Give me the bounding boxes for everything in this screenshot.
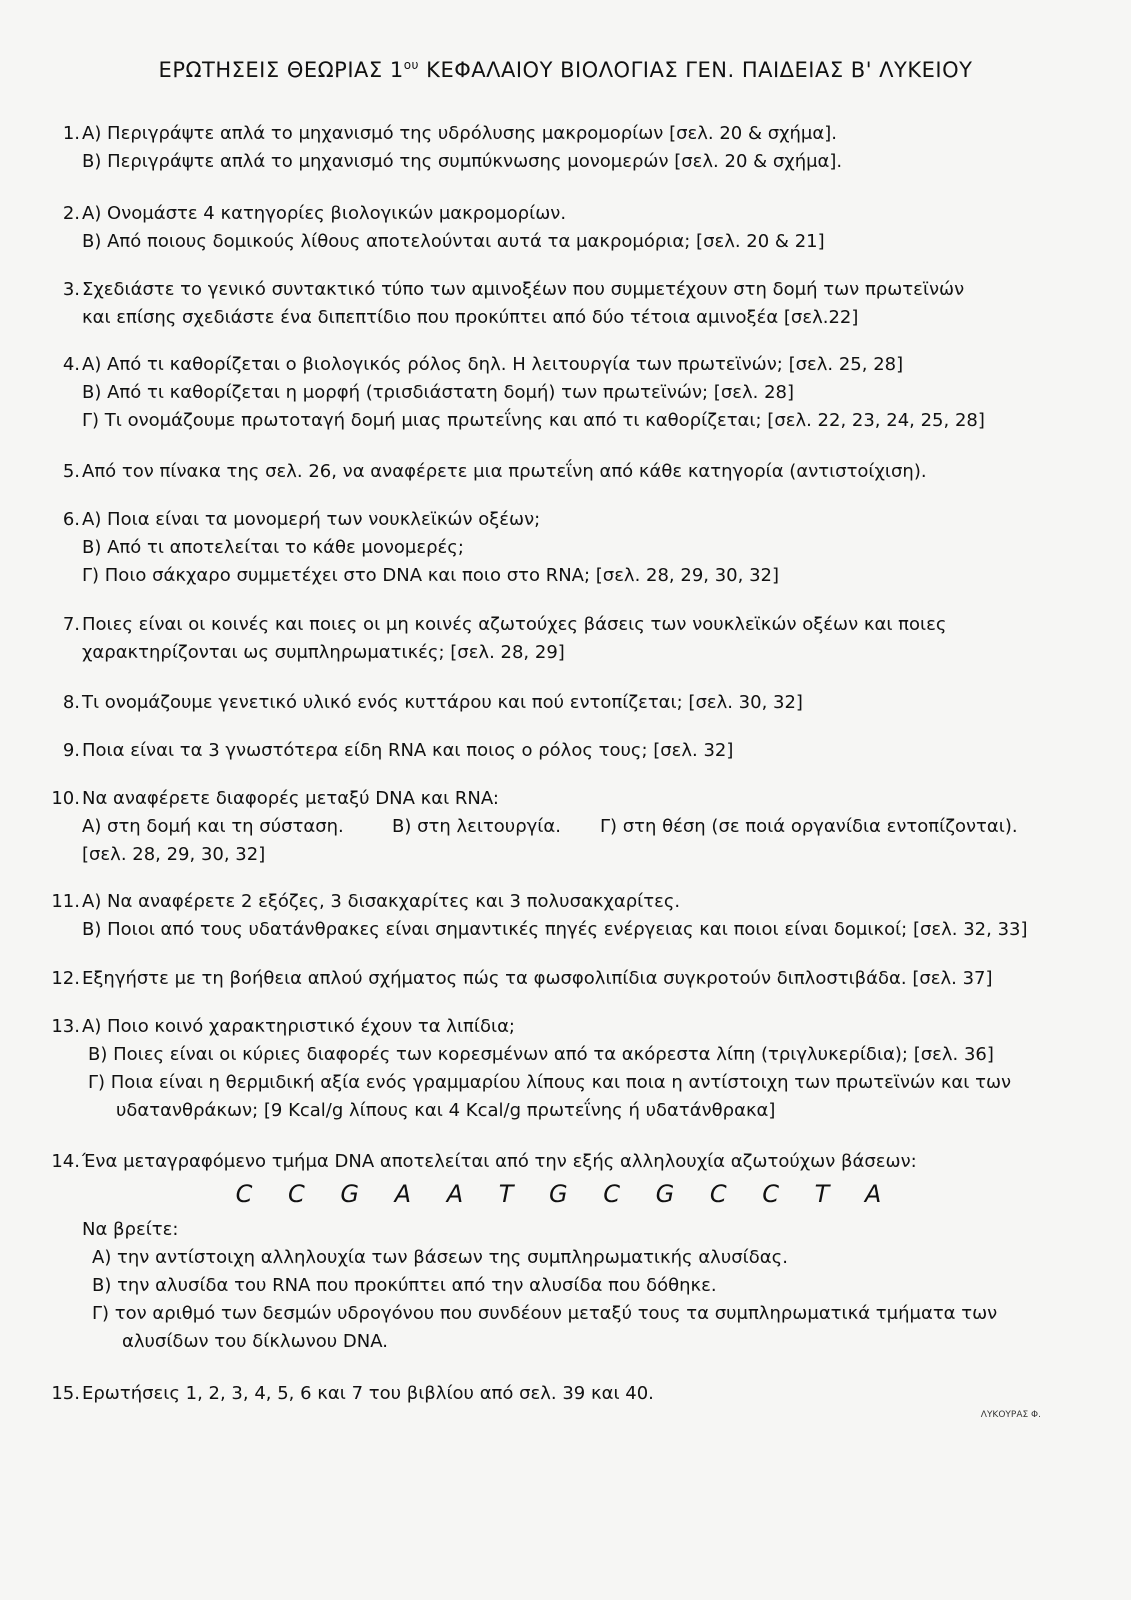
question-option: Β) στη λειτουργία. [392, 816, 561, 837]
question-line: Ένα μεταγραφόμενο τμήμα DNA αποτελείται από την εξής αλληλουχία αζωτούχων βάσεων: [82, 1151, 917, 1172]
question-line: Β) την αλυσίδα του RNA που προκύπτει από την αλυσίδα που δόθηκε. [92, 1275, 717, 1296]
question-number: 11. [51, 891, 80, 912]
question-line: Α) Ποια είναι τα μονομερή των νουκλεϊκών οξέων; [82, 509, 541, 530]
dna-sequence: C C G A A T G C G C C T A [235, 1180, 896, 1208]
question-number: 7. [62, 614, 80, 635]
question-line: Β) Από τι αποτελείται το κάθε μονομερές; [82, 537, 464, 558]
question-line: Β) Από ποιους δομικούς λίθους αποτελούνται αυτά τα μακρομόρια; [σελ. 20 & 21] [82, 231, 825, 252]
question-line: Τι ονομάζουμε γενετικό υλικό ενός κυττάρου και πού εντοπίζεται; [σελ. 30, 32] [82, 692, 803, 713]
question-3 [48, 276, 1088, 332]
question-15 [48, 1380, 1088, 1408]
question-line: Α) Ονομάστε 4 κατηγορίες βιολογικών μακρομορίων. [82, 203, 567, 224]
question-number: 5. [62, 461, 80, 482]
question-line: Α) Περιγράψτε απλά το μηχανισμό της υδρόλυσης μακρομορίων [σελ. 20 & σχήμα]. [82, 123, 837, 144]
question-line: Γ) τον αριθμό των δεσμών υδρογόνου που συνδέουν μεταξύ τους τα συμπληρωματικά τμήματα των [92, 1303, 998, 1324]
author-signature: ΛΥΚΟΥΡΑΣ Φ. [980, 1410, 1041, 1420]
question-option: Α) στη δομή και τη σύσταση. [82, 816, 344, 837]
question-line [82, 813, 1088, 841]
question-line: Από τον πίνακα της σελ. 26, να αναφέρετε μια πρωτεΐνη από κάθε κατηγορία (αντιστοίχιση). [82, 461, 927, 482]
question-13 [48, 1013, 1088, 1125]
question-number: 2. [62, 203, 80, 224]
question-number: 6. [62, 509, 80, 530]
question-line: Α) Να αναφέρετε 2 εξόζες, 3 δισακχαρίτες και 3 πολυσακχαρίτες. [82, 891, 681, 912]
question-line: Σχεδιάστε το γενικό συντακτικό τύπο των αμινοξέων που συμμετέχουν στη δομή των πρωτεϊνών [82, 279, 965, 300]
question-number: 3. [62, 279, 80, 300]
question-option: Γ) στη θέση (σε ποιά οργανίδια εντοπίζονται). [600, 816, 1018, 837]
title-main: ΕΡΩΤΗΣΕΙΣ ΘΕΩΡΙΑΣ 1 [158, 58, 404, 82]
question-line: Α) Από τι καθορίζεται ο βιολογικός ρόλος δηλ. Η λειτουργία των πρωτεϊνών; [σελ. 25, 28] [82, 354, 904, 375]
question-number: 15. [51, 1383, 80, 1404]
question-line: Ποιες είναι οι κοινές και ποιες οι μη κοινές αζωτούχες βάσεις των νουκλεϊκών οξέων και ποιες [82, 614, 947, 635]
question-line: χαρακτηρίζονται ως συμπληρωματικές; [σελ. 28, 29] [82, 642, 565, 663]
question-number: 4. [62, 354, 80, 375]
question-8 [48, 689, 1088, 717]
question-4 [48, 351, 1088, 435]
question-number: 10. [51, 788, 80, 809]
question-7 [48, 611, 1088, 667]
question-line: Α) την αντίστοιχη αλληλουχία των βάσεων της συμπληρωματικής αλυσίδας. [92, 1247, 788, 1268]
question-number: 14. [51, 1151, 80, 1172]
question-1 [48, 120, 1088, 176]
question-11 [48, 888, 1088, 944]
question-12 [48, 965, 1088, 993]
question-9 [48, 737, 1088, 765]
question-line: Να αναφέρετε διαφορές μεταξύ DNA και RNA: [82, 788, 499, 809]
question-line: [σελ. 28, 29, 30, 32] [82, 844, 266, 865]
question-line: Β) Ποιοι από τους υδατάνθρακες είναι σημαντικές πηγές ενέργειας και ποιοι είναι δομικοί; [σελ. 32, 33] [82, 919, 1028, 940]
question-line: Β) Περιγράψτε απλά το μηχανισμό της συμπύκνωσης μονομερών [σελ. 20 & σχήμα]. [82, 151, 843, 172]
question-line: Γ) Τι ονομάζουμε πρωτοταγή δομή μιας πρωτεΐνης και από τι καθορίζεται; [σελ. 22, 23, 24, 25, 28] [82, 410, 985, 431]
question-line: Β) Από τι καθορίζεται η μορφή (τρισδιάστατη δομή) των πρωτεϊνών; [σελ. 28] [82, 382, 794, 403]
question-line: υδατανθράκων; [9 Kcal/g λίπους και 4 Kcal/g πρωτεΐνης ή υδατάνθρακα] [116, 1100, 776, 1121]
question-number: 13. [51, 1016, 80, 1037]
question-line: και επίσης σχεδιάστε ένα διπεπτίδιο που προκύπτει από δύο τέτοια αμινοξέα [σελ.22] [82, 307, 859, 328]
question-line: Γ) Ποιο σάκχαρο συμμετέχει στο DNA και ποιο στο RNA; [σελ. 28, 29, 30, 32] [82, 565, 779, 586]
question-14 [48, 1148, 1088, 1176]
question-line: Να βρείτε: [82, 1219, 179, 1240]
title-rest: ΚΕΦΑΛΑΙΟΥ ΒΙΟΛΟΓΙΑΣ ΓΕΝ. ΠΑΙΔΕΙΑΣ Β' ΛΥΚΕΙΟΥ [419, 58, 973, 82]
question-number: 12. [51, 968, 80, 989]
question-6 [48, 506, 1088, 590]
question-line: Ερωτήσεις 1, 2, 3, 4, 5, 6 και 7 του βιβλίου από σελ. 39 και 40. [82, 1383, 654, 1404]
question-14-tasks [48, 1216, 1088, 1356]
question-number: 9. [62, 740, 80, 761]
question-line: Ποια είναι τα 3 γνωστότερα είδη RNA και ποιος ο ρόλος τους; [σελ. 32] [82, 740, 734, 761]
question-line: Εξηγήστε με τη βοήθεια απλού σχήματος πώς τα φωσφολιπίδια συγκροτούν διπλοστιβάδα. [σελ. 37] [82, 968, 993, 989]
question-line: Β) Ποιες είναι οι κύριες διαφορές των κορεσμένων από τα ακόρεστα λίπη (τριγλυκερίδια); [σελ. 36] [88, 1044, 994, 1065]
page-title [0, 58, 1131, 82]
question-line: Γ) Ποια είναι η θερμιδική αξία ενός γραμμαρίου λίπους και ποια η αντίστοιχη των πρωτεϊνών και των [88, 1072, 1012, 1093]
question-line: αλυσίδων του δίκλωνου DNA. [122, 1331, 388, 1352]
question-5 [48, 458, 1088, 486]
question-number: 1. [62, 123, 80, 144]
question-number: 8. [62, 692, 80, 713]
question-2 [48, 200, 1088, 256]
question-line: Α) Ποιο κοινό χαρακτηριστικό έχουν τα λιπίδια; [82, 1016, 515, 1037]
title-superscript: ου [403, 58, 419, 72]
question-10 [48, 785, 1088, 869]
